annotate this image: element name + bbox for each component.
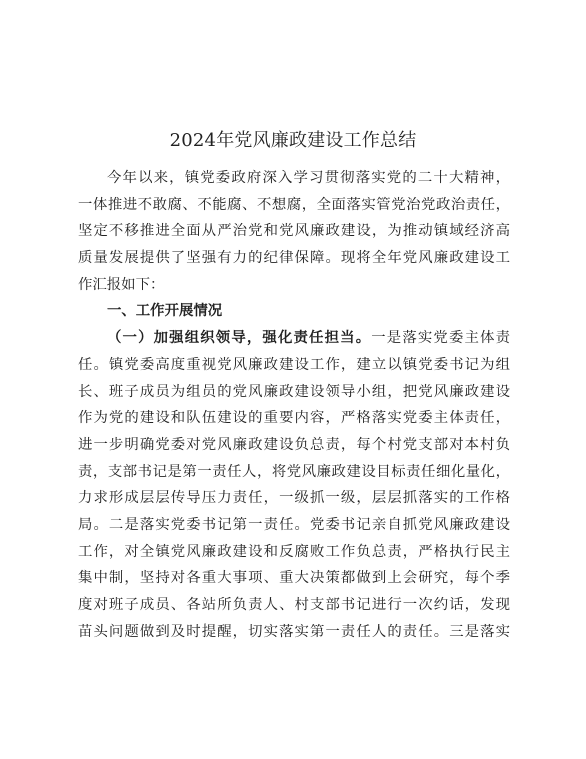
paragraph-line: 局。二是落实党委书记第一责任。党委书记亲自抓党风廉政建设 — [78, 516, 510, 533]
paragraph-line: 一体推进不敢腐、不能腐、不想腐，全面落实管党治党政治责任， — [78, 196, 510, 213]
document-title: 2024年党风廉政建设工作总结 — [169, 130, 417, 151]
paragraph-line: 工作，对全镇党风廉政建设和反腐败工作负总责，严格执行民主 — [78, 543, 510, 560]
paragraph-line: 坚定不移推进全面从严治党和党风廉政建设，为推动镇域经济高 — [78, 223, 510, 240]
paragraph-line: 责，支部书记是第一责任人，将党风廉政建设目标责任细化量化， — [78, 463, 510, 480]
subsection-line — [78, 325, 510, 352]
subsection-text: 一是落实党委主体责 — [371, 330, 510, 347]
paragraph-line: 今年以来，镇党委政府深入学习贯彻落实党的二十大精神， — [107, 170, 510, 186]
section-heading: 一、工作开展情况 — [107, 302, 223, 320]
document-body — [78, 165, 510, 645]
paragraph-line: 进一步明确党委对党风廉政建设负总责，每个村党支部对本村负 — [78, 436, 510, 453]
paragraph-line: 集中制，坚持对各重大事项、重大决策都做到上会研究，每个季 — [78, 570, 510, 587]
paragraph-line: 作为党的建设和队伍建设的重要内容，严格落实党委主体责任， — [78, 410, 510, 427]
paragraph-line: 作汇报如下： — [78, 276, 165, 293]
subsection-heading: （一）加强组织领导，强化责任担当。 — [107, 329, 372, 347]
paragraph-line: 力求形成层层传导压力责任，一级抓一级，层层抓落实的工作格 — [78, 490, 510, 507]
paragraph-line: 质量发展提供了坚强有力的纪律保障。现将全年党风廉政建设工 — [78, 250, 510, 267]
paragraph-line: 长、班子成员为组员的党风廉政建设领导小组，把党风廉政建设 — [78, 383, 510, 400]
paragraph-line: 度对班子成员、各站所负责人、村支部书记进行一次约话，发现 — [78, 597, 510, 613]
paragraph-line: 苗头问题做到及时提醒，切实落实第一责任人的责任。三是落实 — [78, 623, 510, 640]
paragraph-line: 任。镇党委高度重视党风廉政建设工作，建立以镇党委书记为组 — [78, 356, 510, 373]
